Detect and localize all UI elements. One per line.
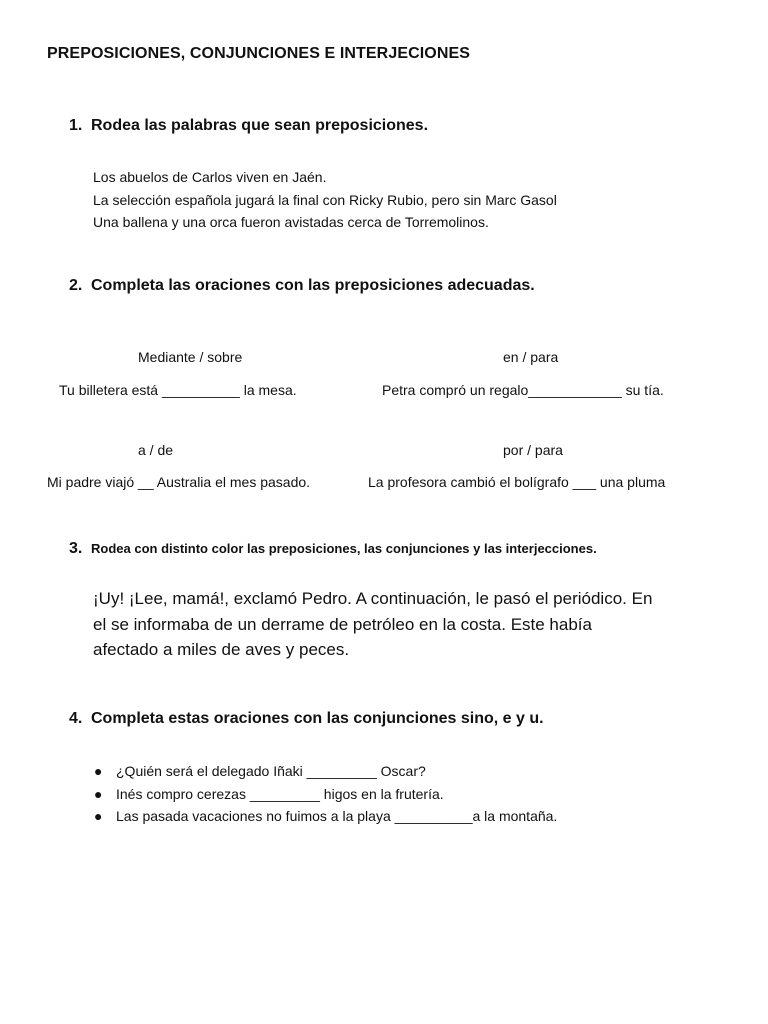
bullet-icon: ● (94, 808, 103, 824)
section-4-number: 4. (69, 710, 83, 727)
worksheet-title: PREPOSICIONES, CONJUNCIONES E INTERJECIONES (47, 45, 471, 62)
options-label: a / de (138, 442, 174, 458)
fill-in-sentence: Petra compró un regalo____________ su tía. (382, 382, 664, 398)
paragraph-line: afectado a miles de aves y peces. (93, 640, 350, 659)
sentence-line: Los abuelos de Carlos viven en Jaén. (93, 169, 327, 185)
list-item-text: ¿Quién será el delegado Iñaki _________ Oscar? (116, 763, 426, 779)
options-label: Mediante / sobre (138, 349, 243, 365)
fill-in-sentence: Mi padre viajó __ Australia el mes pasado. (47, 474, 311, 490)
paragraph-line: el se informaba de un derrame de petróleo en la costa. Este había (93, 614, 592, 634)
list-item-text: Inés compro cerezas _________ higos en la frutería. (116, 785, 444, 802)
list-item (94, 783, 557, 806)
options-label: en / para (503, 349, 559, 365)
section-4-heading (69, 710, 544, 728)
section-1-number: 1. (69, 117, 83, 134)
bullet-icon: ● (94, 785, 103, 802)
section-3-heading (69, 540, 597, 558)
sentence-line: La selección española jugará la final con Ricky Rubio, pero sin Marc Gasol (93, 191, 557, 208)
list-item-text: Las pasada vacaciones no fuimos a la playa __________a la montaña. (116, 808, 558, 824)
options-label: por / para (503, 442, 563, 458)
section-3-heading-text: Rodea con distinto color las preposiciones, las conjunciones y las interjecciones. (91, 541, 597, 556)
section-2-heading (69, 277, 535, 295)
section-2-heading-text: Completa las oraciones con las preposiciones adecuadas. (91, 277, 535, 294)
section-3-number: 3. (69, 540, 83, 557)
section-2-number: 2. (69, 277, 83, 294)
fill-in-sentence: La profesora cambió el bolígrafo ___ una pluma (368, 474, 666, 490)
bullet-icon: ● (94, 763, 103, 779)
section-4-list (94, 760, 557, 828)
list-item (94, 805, 557, 828)
fill-in-sentence: Tu billetera está __________ la mesa. (59, 382, 297, 398)
list-item (94, 760, 557, 783)
section-3-paragraph (93, 586, 733, 663)
section-1-heading-text: Rodea las palabras que sean preposiciones. (91, 117, 429, 134)
sentence-line: Una ballena y una orca fueron avistadas cerca de Torremolinos. (93, 214, 489, 230)
paragraph-line: ¡Uy! ¡Lee, mamá!, exclamó Pedro. A continuación, le pasó el periódico. En (93, 589, 653, 608)
section-1-heading (69, 117, 428, 135)
section-4-heading-text: Completa estas oraciones con las conjunciones sino, e y u. (91, 710, 544, 727)
section-1-sentences (93, 166, 557, 234)
